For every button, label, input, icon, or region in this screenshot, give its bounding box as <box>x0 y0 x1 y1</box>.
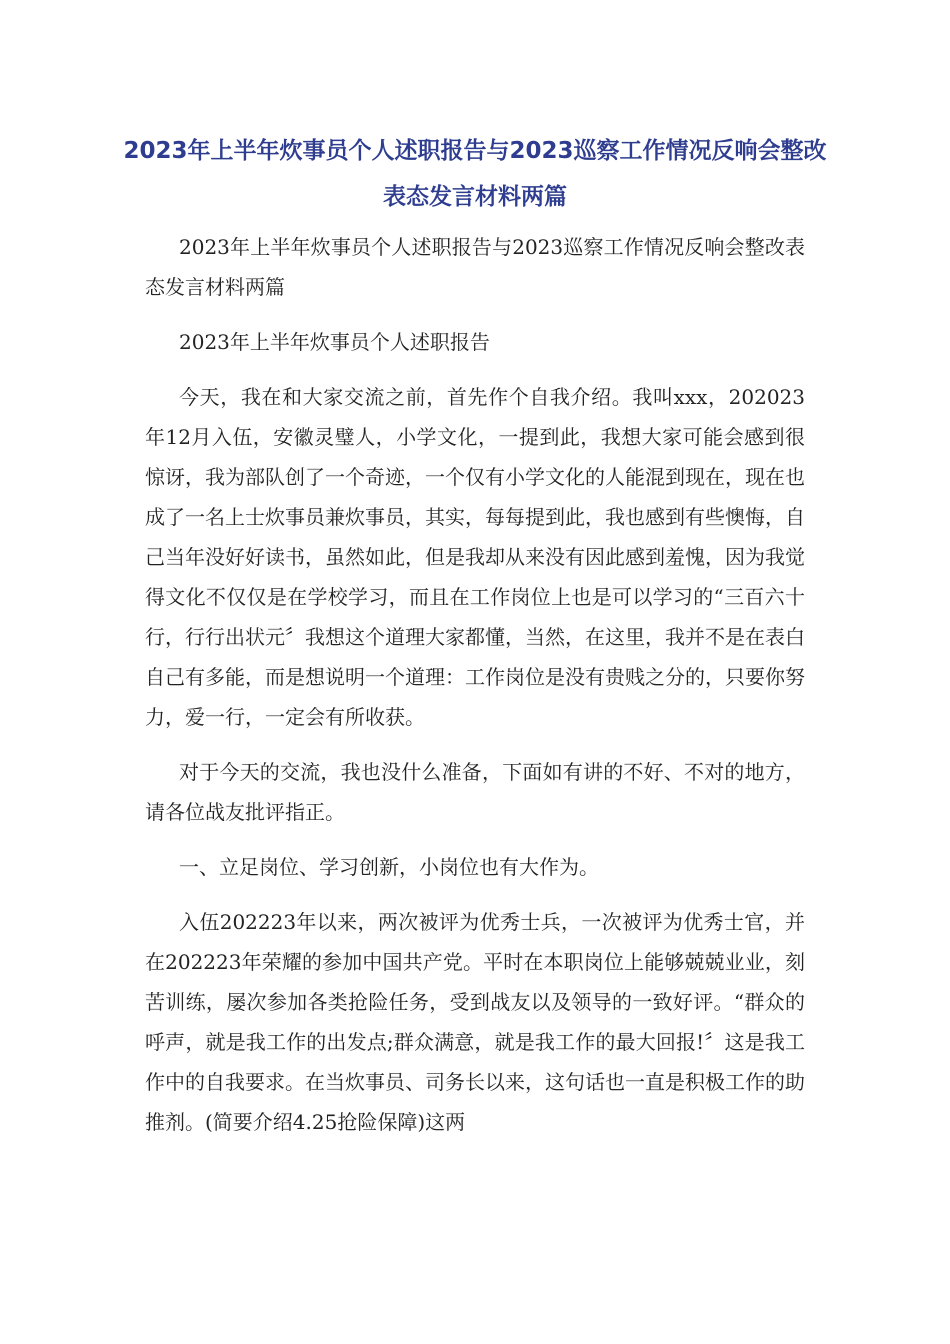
document-body <box>145 227 805 1157</box>
paragraph-section-heading: 2023年上半年炊事员个人述职报告 <box>179 330 490 354</box>
paragraph-preface: 对于今天的交流，我也没什么准备，下面如有讲的不好、不对的地方，请各位战友批评指正。 <box>145 760 805 824</box>
paragraph-introduction: 今天，我在和大家交流之前，首先作个自我介绍。我叫xxx，202023年12月入伍，安徽灵璧人，小学文化，一提到此，我想大家可能会感到很惊讶，我为部队创了一个奇迹，一个仅有小学文化的人能混到现在，现在也成了一名上士炊事员兼炊事员，其实，每每提到此，我也感到有些懊悔，自己当年没好好读书，虽然如此，但是我却从来没有因此感到羞愧，因为我觉得文化不仅仅是在学校学习，而且在工作岗位上也是可以学习的“三百六十行，行行出状元〞我想这个道理大家都懂，当然，在这里，我并不是在表白自己有多能，而是想说明一个道理：工作岗位是没有贵贱之分的，只要你努力，爱一行，一定会有所收获。 <box>145 385 805 729</box>
paragraph-achievements: 入伍202223年以来，两次被评为优秀士兵，一次被评为优秀士官，并在202223年荣耀的参加中国共产党。平时在本职岗位上能够兢兢业业，刻苦训练，屡次参加各类抢险任务，受到战友以及领导的一致好评。“群众的呼声，就是我工作的出发点;群众满意，就是我工作的最大回报!〞这是我工作中的自我要求。在当炊事员、司务长以来，这句话也一直是积极工作的助推剂。(简要介绍4.25抢险保障)这两 <box>145 910 805 1134</box>
document-title: 2023年上半年炊事员个人述职报告与2023巡察工作情况反响会整改表态发言材料两篇 <box>123 138 827 210</box>
paragraph-heading-one: 一、立足岗位、学习创新，小岗位也有大作为。 <box>179 855 599 879</box>
paragraph-subtitle: 2023年上半年炊事员个人述职报告与2023巡察工作情况反响会整改表态发言材料两篇 <box>145 235 805 299</box>
